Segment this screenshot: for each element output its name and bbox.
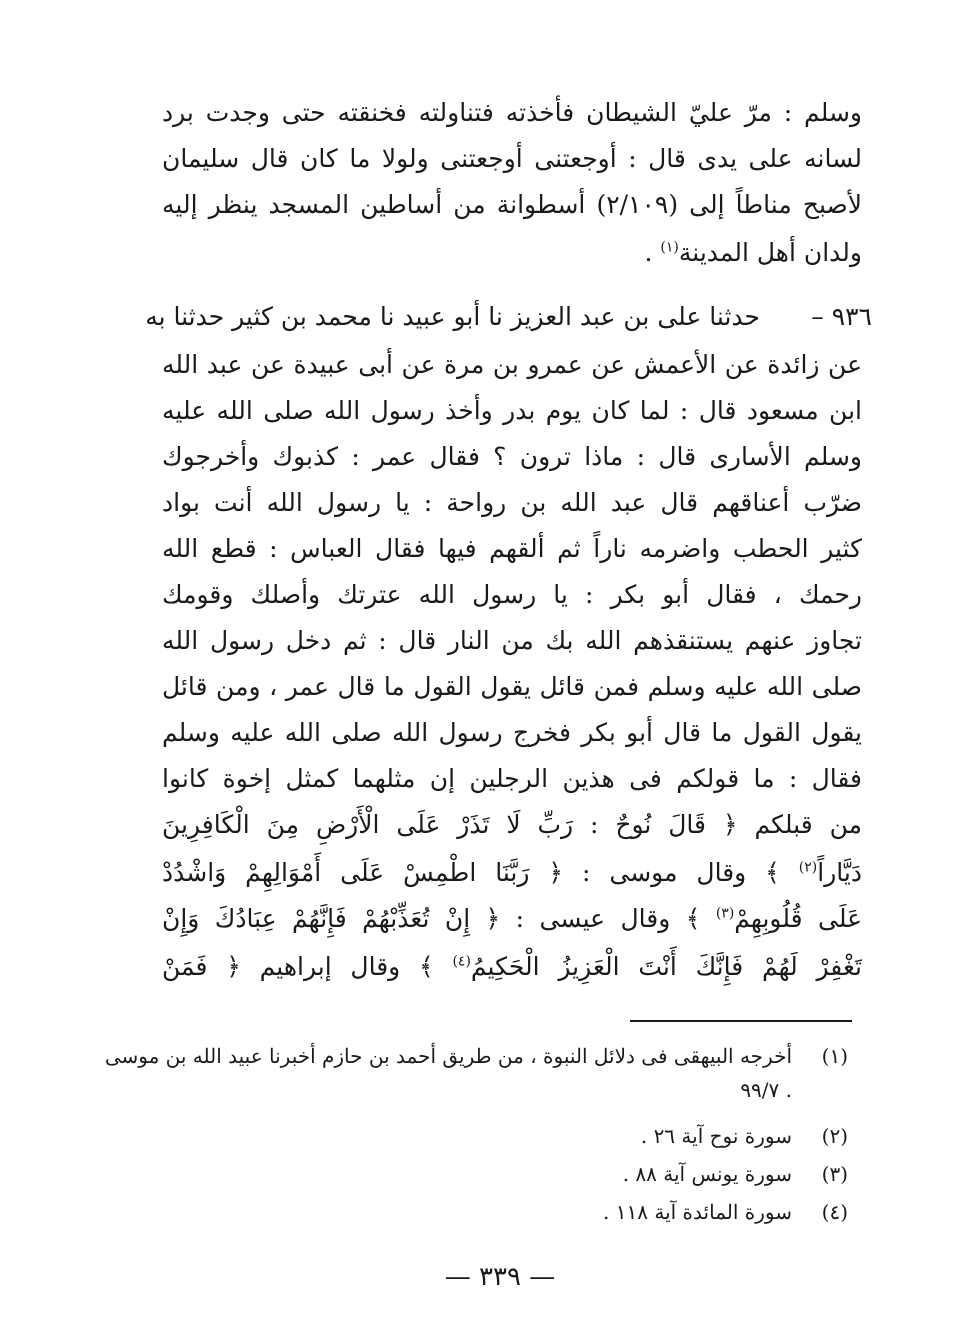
footnote-4-number: (٤) bbox=[821, 1200, 848, 1224]
footnote-divider bbox=[630, 1020, 852, 1022]
footnote-ref-3: (٣) bbox=[715, 905, 735, 922]
text-line-4 bbox=[162, 230, 862, 276]
footnote-ref-2: (٢) bbox=[798, 859, 818, 876]
text-line-17-a: دَيَّاراً bbox=[817, 858, 862, 887]
text-line-11: رحمك ، فقال أبو بكر : يا رسول الله عترتك وأصلك وقومك bbox=[162, 580, 862, 609]
footnote-1-continuation: . ٩٩/٧ bbox=[740, 1078, 792, 1102]
text-line-13: صلى الله عليه وسلم فمن قائل يقول القول ما قال عمر ، ومن قائل bbox=[162, 672, 862, 701]
footnote-4-text: سورة المائدة آية ١١٨ . bbox=[603, 1200, 792, 1224]
text-line-6: عن زائدة عن الأعمش عن عمرو بن مرة عن أبى عبيدة عن عبد الله bbox=[162, 350, 862, 379]
footnote-2-text: سورة نوح آية ٢٦ . bbox=[640, 1124, 792, 1148]
footnote-3-number: (٣) bbox=[821, 1162, 848, 1186]
footnote-2-number: (٢) bbox=[821, 1124, 848, 1148]
hadith-number: ٩٣٦ – bbox=[811, 302, 872, 331]
text-line-15: فقال : ما قولكم فى هذين الرجلين إن مثلهما كمثل إخوة كانوا bbox=[162, 764, 862, 793]
text-line-16: من قبلكم ﴿ قَالَ نُوحٌ : رَبِّ لَا تَذَرْ عَلَى الْأَرْضِ مِنَ الْكَافِرِينَ bbox=[162, 810, 862, 839]
footnote-ref-1: (١) bbox=[660, 239, 679, 256]
text-line-10: كثير الحطب واضرمه ناراً ثم ألقهم فيها فقال العباس : قطع الله bbox=[162, 534, 862, 563]
text-line-12: تجاوز عنهم يستنقذهم الله بك من النار قال : ثم دخل رسول الله bbox=[162, 626, 862, 655]
text-line-5: حدثنا على بن عبد العزيز نا أبو عبيد نا محمد بن كثير حدثنا به bbox=[145, 302, 760, 331]
text-line-4-text: ولدان أهل المدينة bbox=[678, 238, 862, 267]
text-line-19-b: ﴾ وقال إبراهيم ﴿ فَمَنْ bbox=[162, 952, 434, 981]
text-line-18-b: ﴾ وقال عيسى : ﴿ إِنْ تُعَذِّبْهُمْ فَإِنَّهُمْ عِبَادُكَ وَإِنْ bbox=[162, 904, 701, 933]
footnote-1-number: (١) bbox=[821, 1044, 848, 1068]
text-line-14: يقول القول ما قال أبو بكر فخرج رسول الله صلى الله عليه وسلم bbox=[162, 718, 862, 747]
text-line-18 bbox=[162, 896, 862, 942]
text-line-2: لسانه على يدى قال : أوجعتنى أوجعتنى ولولا ما كان قال سليمان bbox=[162, 144, 862, 173]
text-line-17 bbox=[162, 850, 862, 896]
text-line-7: ابن مسعود قال : لما كان يوم بدر وأخذ رسول الله صلى الله عليه bbox=[162, 396, 862, 425]
text-line-8: وسلم الأسارى قال : ماذا ترون ؟ فقال عمر : كذبوك وأخرجوك bbox=[162, 442, 862, 471]
text-line-3: لأصبح مناطاً إلى (٢/١٠٩) أسطوانة من أساطين المسجد ينظر إليه bbox=[162, 190, 862, 219]
text-line-9: ضرّب أعناقهم قال عبد الله بن رواحة : يا رسول الله أنت بواد bbox=[162, 488, 862, 517]
text-line-17-b: ﴾ وقال موسى : ﴿ رَبَّنَا اطْمِسْ عَلَى أَمْوَالِهِمْ وَاشْدُدْ bbox=[162, 858, 780, 887]
footnote-1-text: أخرجه البيهقى فى دلائل النبوة ، من طريق أحمد بن حازم أخبرنا عبيد الله بن موسى bbox=[104, 1044, 792, 1068]
footnote-3-text: سورة يونس آية ٨٨ . bbox=[622, 1162, 792, 1186]
text-line-18-a: عَلَى قُلُوبِهِمْ bbox=[734, 904, 863, 933]
text-line-19-a: تَغْفِرْ لَهُمْ فَإِنَّكَ أَنْتَ الْعَزِيزُ الْحَكِيمُ bbox=[470, 952, 862, 981]
text-line-1: وسلم : مرّ عليّ الشيطان فأخذته فتناولته فخنقته حتى وجدت برد bbox=[162, 98, 862, 127]
line-end-punct: . bbox=[644, 238, 653, 267]
page-number: — ٣٣٩ — bbox=[444, 1262, 556, 1292]
text-line-19 bbox=[162, 944, 862, 990]
footnote-ref-4: (٤) bbox=[452, 953, 471, 970]
